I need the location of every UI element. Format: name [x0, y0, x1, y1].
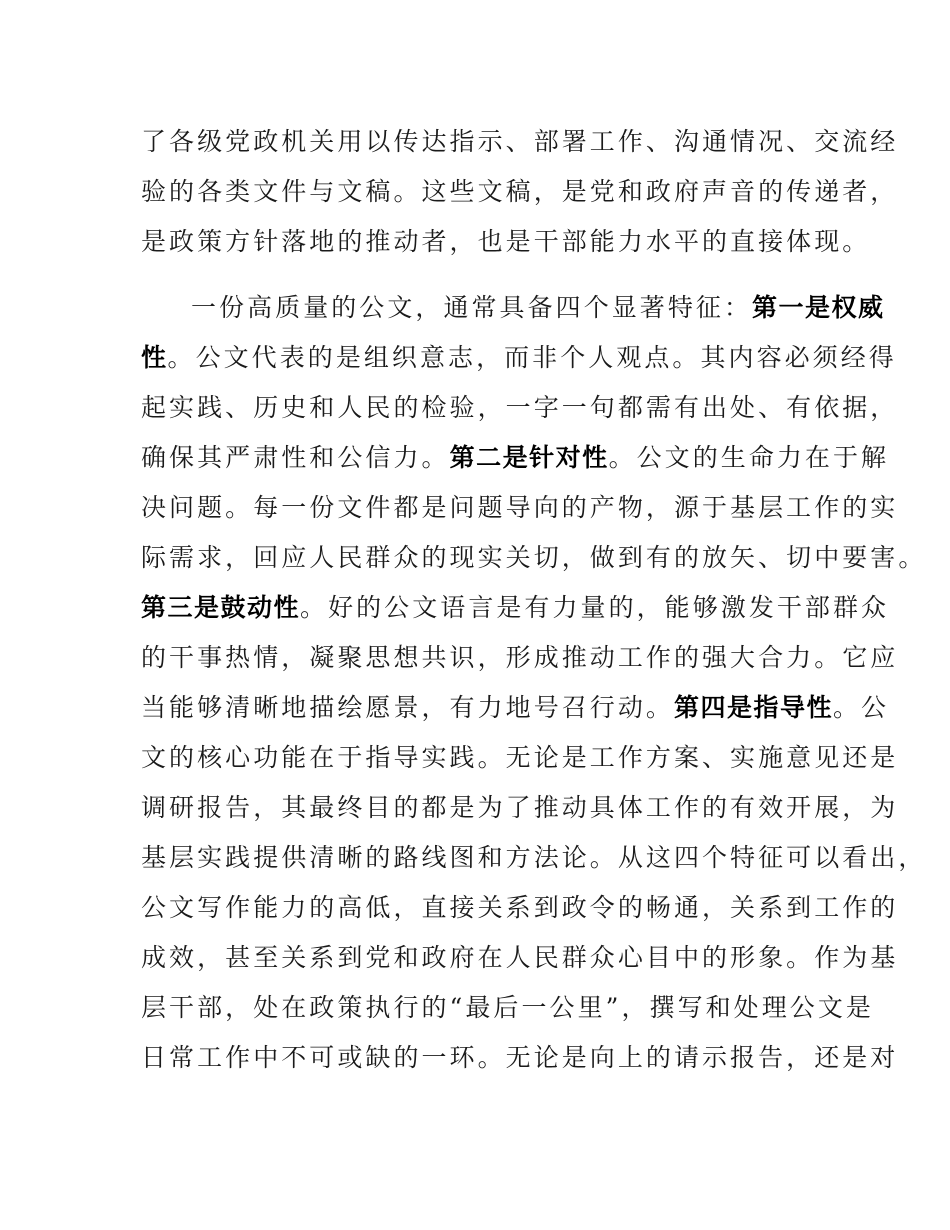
- paragraph-1-line-1: 了各级党政机关用以传达指示、部署工作、沟通情况、交流经: [141, 127, 899, 156]
- feature-heading-authority-end: 性: [141, 343, 168, 372]
- feature-heading-authority: 第一是权威: [752, 293, 885, 322]
- body-text: 。公: [832, 693, 890, 722]
- paragraph-2-line-11: 调研报告，其最终目的都是为了推动具体工作的有效开展，为: [141, 793, 899, 822]
- paragraph-2-line-4: [141, 440, 890, 476]
- paragraph-2-line-8: 的干事热情，凝聚思想共识，形成推动工作的强大合力。它应: [141, 643, 899, 672]
- paragraph-2-line-5: 决问题。每一份文件都是问题导向的产物，源于基层工作的实: [141, 493, 899, 522]
- paragraph-2-line-1: [191, 290, 885, 326]
- body-text: 当能够清晰地描绘愿景，有力地号召行动。: [141, 693, 674, 722]
- paragraph-2-line-3: 起实践、历史和人民的检验，一字一句都需有出处、有依据，: [141, 393, 899, 422]
- paragraph-2-line-16: 日常工作中不可或缺的一环。无论是向上的请示报告，还是对: [141, 1043, 899, 1072]
- feature-heading-pertinence: 第二是针对性: [449, 443, 609, 472]
- paragraph-2-line-12: 基层实践提供清晰的路线图和方法论。从这四个特征可以看出，: [141, 843, 927, 872]
- body-text: 确保其严肃性和公信力。: [141, 443, 450, 472]
- paragraph-2-line-14: 成效，甚至关系到党和政府在人民群众心目中的形象。作为基: [141, 943, 899, 972]
- body-text: 。公文的生命力在于解: [608, 443, 890, 472]
- paragraph-1-line-2: 验的各类文件与文稿。这些文稿，是党和政府声音的传递者，: [141, 177, 899, 206]
- feature-heading-guidance: 第四是指导性: [673, 693, 833, 722]
- paragraph-2-line-10: 文的核心功能在于指导实践。无论是工作方案、实施意见还是: [141, 743, 899, 772]
- paragraph-1-line-3: 是政策方针落地的推动者，也是干部能力水平的直接体现。: [141, 227, 871, 256]
- body-text: 一份高质量的公文，通常具备四个显著特征：: [191, 293, 753, 322]
- paragraph-2-line-2: [141, 340, 897, 376]
- paragraph-2-line-9: [141, 690, 890, 726]
- body-text: 。公文代表的是组织意志，而非个人观点。其内容必须经得: [167, 343, 897, 372]
- paragraph-2-line-15: 层干部，处在政策执行的“最后一公里”，撰写和处理公文是: [141, 993, 874, 1022]
- paragraph-2-line-6: 际需求，回应人民群众的现实关切，做到有的放矢、切中要害。: [141, 543, 927, 572]
- paragraph-2-line-7: [141, 590, 890, 626]
- body-text: 。好的公文语言是有力量的，能够激发干部群众: [300, 593, 890, 622]
- feature-heading-inspiration: 第三是鼓动性: [141, 593, 301, 622]
- paragraph-2-line-13: 公文写作能力的高低，直接关系到政令的畅通，关系到工作的: [141, 893, 899, 922]
